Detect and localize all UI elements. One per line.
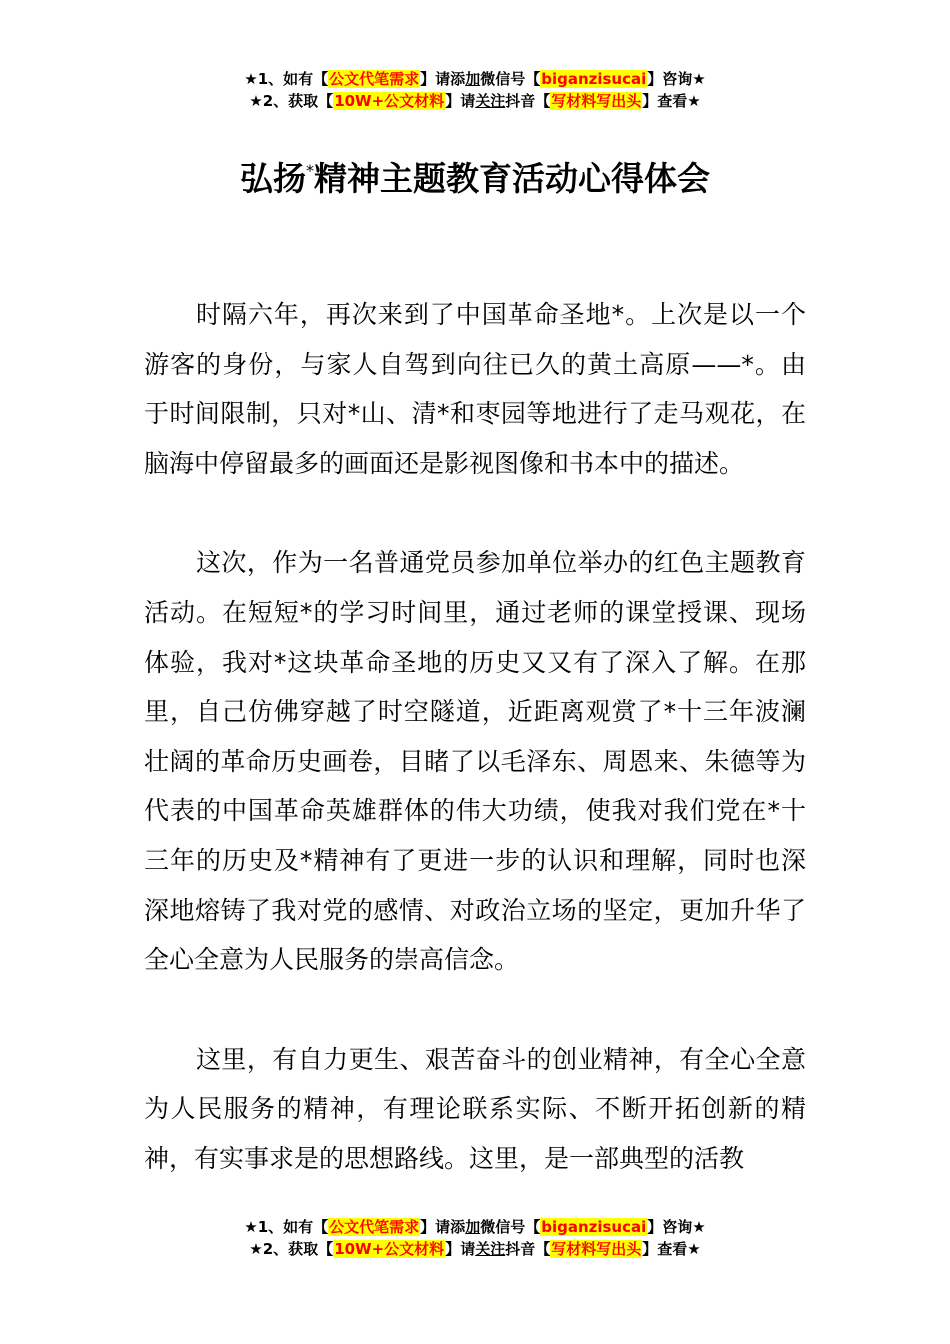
- paragraph-2: 这次，作为一名普通党员参加单位举办的红色主题教育活动。在短短*的学习时间里，通过老师的课堂授课、现场体验，我对*这块革命圣地的历史又又有了深入了解。在那里，自己仿佛穿越了时空隧道，近距离观赏了*十三年波澜壮阔的革命历史画卷，目睹了以毛泽东、周恩来、朱德等为代表的中国革命英雄群体的伟大功绩，使我对我们党在*十三年的历史及*精神有了更进一步的认识和理解，同时也深深地熔铸了我对党的感情、对政治立场的坚定，更加升华了全心全意为人民服务的崇高信念。: [144, 548, 806, 975]
- highlight-wechat-id: biganzisucai: [541, 1218, 647, 1236]
- highlight-ghostwriting: 公文代笔需求: [329, 70, 420, 88]
- banner-line-2: ★2、获取【10W+公文材料】请关注抖音【写材料写出头】查看★: [249, 92, 701, 110]
- footer-banner: [0, 1216, 950, 1260]
- document-title: 弘扬*精神主题教育活动心得体会: [240, 159, 710, 198]
- banner-line-1: ★1、如有【公文代笔需求】请添加微信号【biganzisucai】咨询★: [244, 70, 706, 88]
- highlight-douyin: 写材料写出头: [551, 1240, 642, 1258]
- highlight-materials: 10W+公文材料: [334, 1240, 445, 1258]
- document-body: [144, 290, 806, 1234]
- paragraph-3: 这里，有自力更生、艰苦奋斗的创业精神，有全心全意为人民服务的精神，有理论联系实际、不断开拓创新的精神，有实事求是的思想路线。这里，是一部典型的活教: [144, 1044, 806, 1173]
- highlight-ghostwriting: 公文代笔需求: [329, 1218, 420, 1236]
- highlight-materials: 10W+公文材料: [334, 92, 445, 110]
- highlight-wechat-id: biganzisucai: [541, 70, 647, 88]
- header-banner: [0, 68, 950, 112]
- banner-line-1: ★1、如有【公文代笔需求】请添加微信号【biganzisucai】咨询★: [244, 1218, 706, 1236]
- paragraph-1: 时隔六年，再次来到了中国革命圣地*。上次是以一个游客的身份，与家人自驾到向往已久的黄土高原——*。由于时间限制，只对*山、清*和枣园等地进行了走马观花，在脑海中停留最多的画面还是影视图像和书本中的描述。: [144, 300, 806, 478]
- highlight-douyin: 写材料写出头: [551, 92, 642, 110]
- banner-line-2: ★2、获取【10W+公文材料】请关注抖音【写材料写出头】查看★: [249, 1240, 701, 1258]
